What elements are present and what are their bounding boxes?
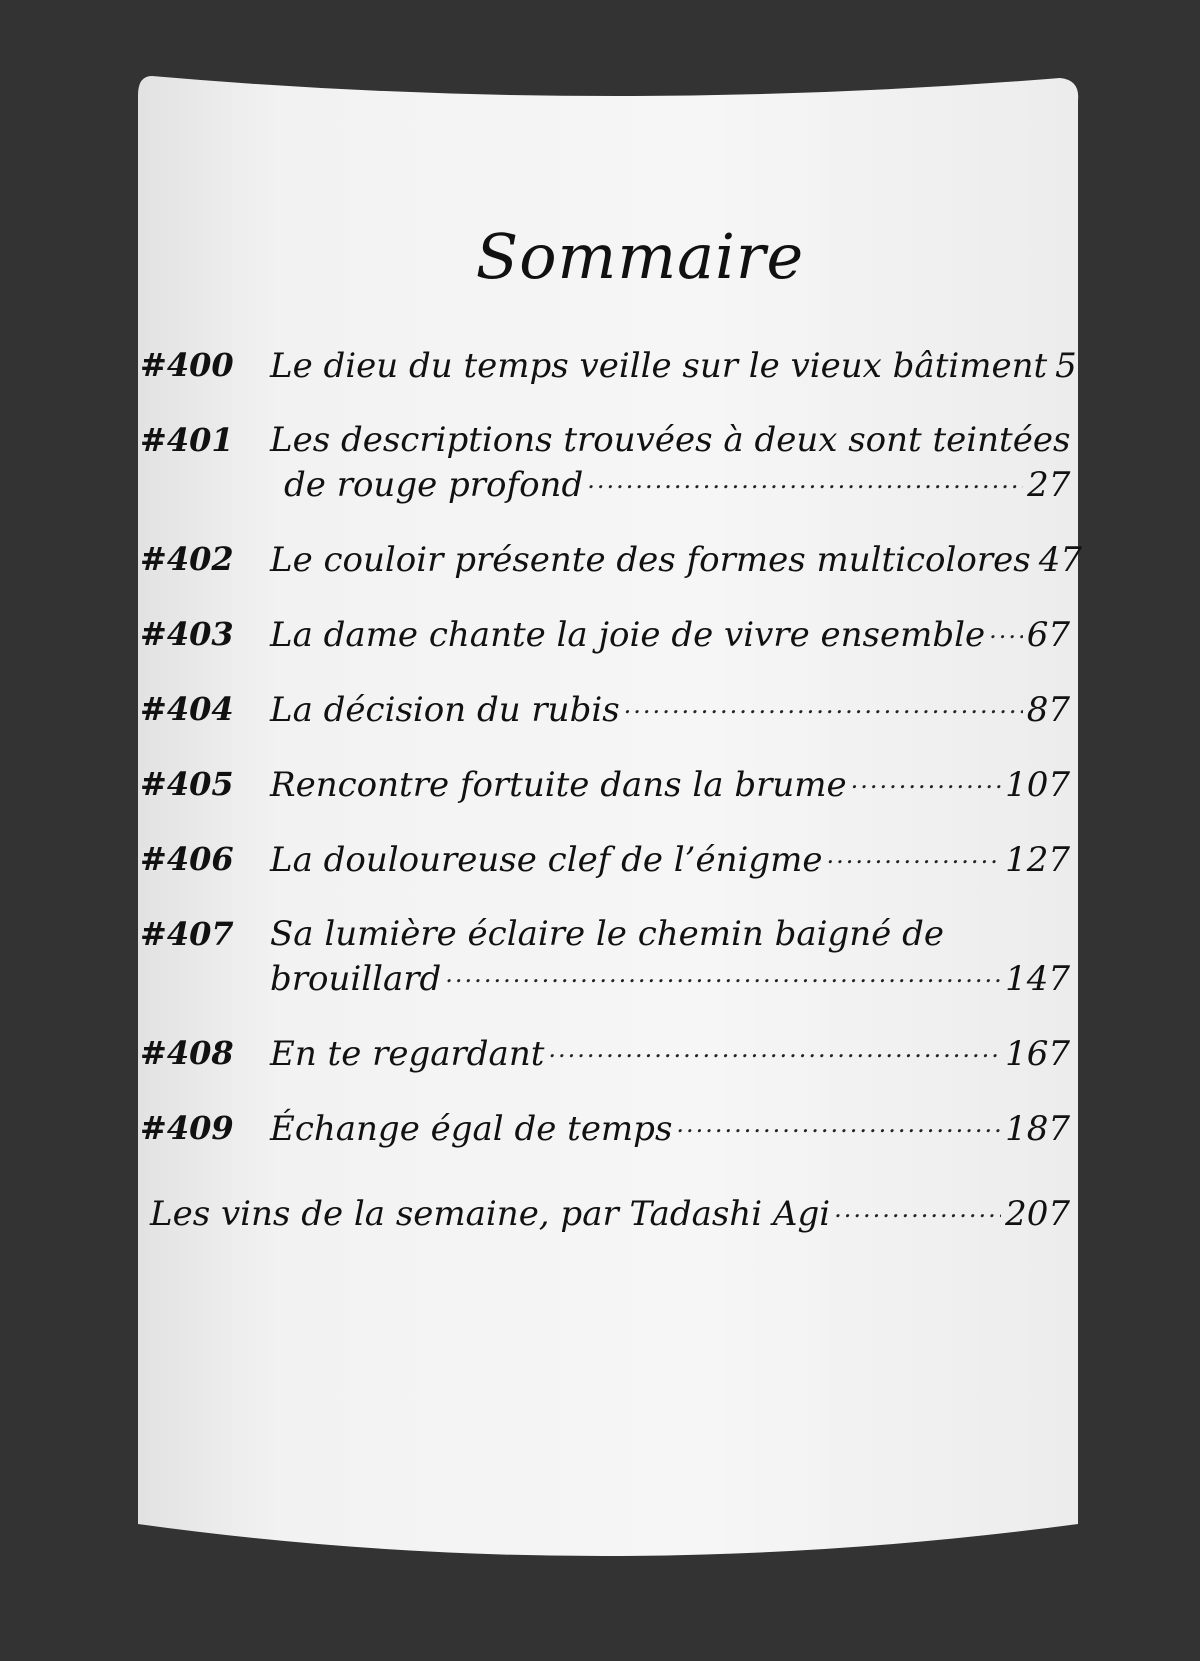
table-of-contents xyxy=(140,220,1082,1236)
toc-list xyxy=(140,343,1082,1151)
leader-dots xyxy=(548,1031,1001,1065)
chapter-number: #402 xyxy=(140,540,234,578)
chapter-number: #409 xyxy=(140,1109,234,1147)
toc-entry-401 xyxy=(140,418,1070,507)
leader-dots xyxy=(624,687,1023,721)
chapter-title-continued: brouillard xyxy=(270,959,442,999)
chapter-title: Sa lumière éclaire le chemin baigné de xyxy=(270,914,944,954)
page-number: 167 xyxy=(1005,1034,1070,1074)
toc-entry-408 xyxy=(140,1031,1070,1076)
toc-entry-407 xyxy=(140,912,1070,1001)
chapter-title: Le couloir présente des formes multicolores xyxy=(270,540,1031,580)
page-number: 47 xyxy=(1038,540,1082,580)
toc-entry-404 xyxy=(140,687,1070,732)
credits-entry xyxy=(140,1191,1070,1236)
leader-dots xyxy=(989,612,1023,646)
chapter-title: La douloureuse clef de l’énigme xyxy=(270,840,823,880)
page-number: 107 xyxy=(1005,765,1070,805)
chapter-number: #400 xyxy=(140,346,234,384)
chapter-title: Les descriptions trouvées à deux sont teintées xyxy=(270,420,1071,460)
toc-entry-409 xyxy=(140,1106,1070,1151)
page-number: 207 xyxy=(1005,1194,1070,1234)
chapter-title: Rencontre fortuite dans la brume xyxy=(270,765,847,805)
chapter-number: #404 xyxy=(140,690,234,728)
toc-entry-403 xyxy=(140,612,1070,657)
toc-entry-402 xyxy=(140,537,1082,582)
leader-dots xyxy=(827,837,1002,871)
page-number: 127 xyxy=(1005,840,1070,880)
toc-entry-405 xyxy=(140,762,1070,807)
chapter-number: #403 xyxy=(140,615,234,653)
chapter-number: #407 xyxy=(140,915,234,953)
leader-dots xyxy=(587,462,1023,496)
leader-dots xyxy=(834,1191,1001,1225)
page-number: 87 xyxy=(1026,690,1070,730)
chapter-title-continued: de rouge profond xyxy=(284,465,584,505)
page-number: 67 xyxy=(1026,615,1070,655)
leader-dots xyxy=(676,1106,1001,1140)
page-title: Sommaire xyxy=(475,220,805,293)
chapter-number: #406 xyxy=(140,840,234,878)
toc-entry-406 xyxy=(140,837,1070,882)
page-number: 187 xyxy=(1005,1109,1070,1149)
chapter-number: #405 xyxy=(140,765,234,803)
chapter-title: La décision du rubis xyxy=(270,690,620,730)
chapter-title: En te regardant xyxy=(270,1034,545,1074)
chapter-number: #408 xyxy=(140,1034,234,1072)
chapter-title: Le dieu du temps veille sur le vieux bâtiment xyxy=(270,346,1048,386)
page-number: 5 xyxy=(1055,346,1077,386)
toc-entry-400 xyxy=(140,343,1077,388)
page-number: 147 xyxy=(1005,959,1070,999)
credits-text: Les vins de la semaine, par Tadashi Agi xyxy=(150,1194,831,1234)
leader-dots xyxy=(445,956,1001,990)
chapter-title: Échange égal de temps xyxy=(270,1109,673,1149)
page-number: 27 xyxy=(1027,465,1071,505)
chapter-number: #401 xyxy=(140,421,234,459)
chapter-title: La dame chante la joie de vivre ensemble xyxy=(270,615,986,655)
leader-dots xyxy=(851,762,1001,796)
